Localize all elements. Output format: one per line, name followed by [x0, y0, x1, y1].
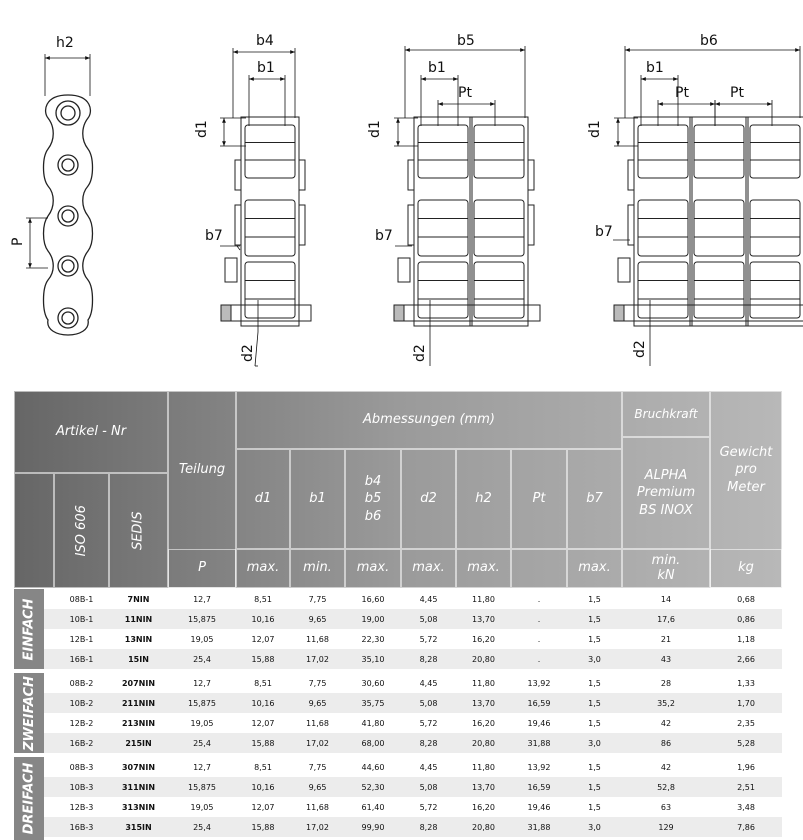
roller — [638, 200, 688, 256]
roller — [474, 200, 524, 256]
table-cell: 215IN — [125, 738, 152, 748]
col-header-text: h2 — [475, 491, 492, 507]
dim-label-pt: Pt — [675, 85, 689, 101]
dim-label-b1: b1 — [428, 60, 446, 76]
pin — [221, 305, 311, 321]
table-cell: 1,5 — [588, 782, 601, 792]
table-cell: 15,875 — [188, 614, 216, 624]
table-cell: 13NIN — [124, 634, 153, 644]
table-cell: 1,5 — [588, 594, 601, 604]
table-cell: 20,80 — [472, 822, 495, 832]
table-cell: 28 — [660, 678, 672, 688]
table-cell: 1,5 — [588, 614, 601, 624]
table-cell: 5,72 — [419, 634, 438, 644]
table-cell: 9,65 — [308, 782, 327, 792]
alpha-line: Premium — [636, 485, 696, 501]
table-cell: 14 — [660, 594, 672, 604]
table-cell: 12,7 — [193, 762, 211, 772]
table-cell: 19,05 — [190, 718, 214, 728]
table-cell: 13,92 — [527, 678, 551, 688]
dim-label-b4: b4 — [256, 33, 274, 49]
dim-label-b1: b1 — [257, 60, 275, 76]
strand-outline — [746, 117, 803, 326]
unit-text: max. — [246, 560, 280, 576]
table-cell: 11,68 — [306, 802, 329, 812]
table-cell: 3,48 — [737, 802, 755, 812]
table-cell: 31,88 — [527, 822, 551, 832]
table-cell: 17,6 — [657, 614, 675, 624]
table-cell: 5,72 — [419, 718, 438, 728]
table-cell: 63 — [660, 802, 672, 812]
gewicht-line: pro — [735, 462, 757, 478]
unit-header-0 — [168, 549, 236, 588]
table-cell: 16,59 — [527, 782, 551, 792]
pin-circle — [56, 101, 80, 125]
chain-side-view — [44, 95, 93, 335]
table-cell: 4,45 — [419, 762, 438, 772]
side-plate — [628, 205, 634, 245]
table-cell: 8,28 — [419, 822, 438, 832]
table-cell: 10,16 — [251, 698, 275, 708]
dim-label-d2: d2 — [412, 344, 428, 362]
unit-header-9 — [710, 549, 782, 588]
table-cell: 35,2 — [657, 698, 675, 708]
roller — [245, 200, 295, 256]
abmessungen-header — [236, 391, 622, 449]
col-header-6 — [567, 449, 622, 549]
unit-header-8 — [622, 549, 710, 588]
bruchkraft-header-text: Bruchkraft — [634, 406, 698, 421]
side-plate — [408, 205, 414, 245]
pin-circle — [58, 155, 78, 175]
table-cell: 8,51 — [254, 594, 272, 604]
side-plate — [299, 160, 305, 190]
table-cell: 52,8 — [657, 782, 675, 792]
alpha-header — [622, 437, 710, 549]
col-header-text: d2 — [420, 491, 437, 507]
col-header-text: b1 — [309, 491, 326, 507]
table-cell: 11,68 — [306, 634, 329, 644]
group-label-text: EINFACH — [21, 598, 37, 660]
chain-profile — [44, 95, 93, 335]
dim-label-d1: d1 — [587, 120, 603, 138]
table-cell: 7,75 — [308, 594, 327, 604]
table-cell: 8,51 — [254, 678, 272, 688]
unit-text: P — [198, 560, 206, 576]
iso606-header — [54, 473, 109, 588]
unit-header-5 — [456, 549, 511, 588]
table-cell: . — [537, 654, 541, 664]
table-cell: 12,07 — [251, 634, 275, 644]
table-cell: 15,88 — [251, 654, 275, 664]
table-cell: 1,18 — [737, 634, 755, 644]
dim-label-b5: b5 — [457, 33, 475, 49]
chain-view-2 — [394, 117, 540, 326]
clip — [225, 258, 237, 282]
side-plate — [408, 160, 414, 190]
table-cell: 11,80 — [472, 762, 495, 772]
table-cell: 25,4 — [193, 738, 211, 748]
table-cell: 211NIN — [121, 698, 156, 708]
roller — [638, 262, 688, 318]
table-cell: 25,4 — [193, 822, 211, 832]
table-cell: 16,20 — [472, 634, 495, 644]
table-cell: 44,60 — [361, 762, 385, 772]
pin-head — [394, 305, 404, 321]
table-cell: 13,70 — [472, 698, 495, 708]
pin-circle — [58, 256, 78, 276]
table-cell: 12B-2 — [69, 718, 94, 728]
table-cell: 2,35 — [737, 718, 755, 728]
table-cell: . — [537, 634, 541, 644]
clip — [398, 258, 410, 282]
table-cell: 31,88 — [527, 738, 551, 748]
table-cell: 08B-3 — [69, 762, 94, 772]
gewicht-line: Meter — [727, 479, 765, 495]
table-cell: 11NIN — [124, 614, 153, 624]
table-cell: 16B-1 — [69, 654, 94, 664]
table-cell: 35,10 — [361, 654, 385, 664]
roller — [750, 262, 800, 318]
table-cell: 35,75 — [361, 698, 385, 708]
teilung-header — [168, 391, 236, 549]
roller — [638, 125, 688, 178]
side-plate — [235, 205, 241, 245]
strand-outline — [470, 117, 528, 326]
table-cell: 19,05 — [190, 634, 214, 644]
table-cell: 1,70 — [737, 698, 755, 708]
unit-header-7 — [567, 549, 622, 588]
group-label-zweifach — [14, 673, 44, 753]
table-cell: 17,02 — [306, 654, 329, 664]
gewicht-header — [710, 391, 782, 549]
unit-text: kg — [738, 560, 754, 576]
table-cell: 16,59 — [527, 698, 551, 708]
table-cell: 1,33 — [737, 678, 755, 688]
artikel-header-text: Artikel - Nr — [55, 424, 127, 440]
table-cell: 1,5 — [588, 718, 601, 728]
table-cell: 1,96 — [737, 762, 755, 772]
unit-header-6 — [511, 549, 567, 588]
unit-text: max. — [412, 560, 445, 576]
table-cell: 1,5 — [588, 678, 601, 688]
table-cell: 12B-3 — [69, 802, 94, 812]
table-cell: 7,75 — [308, 678, 327, 688]
dim-label-b7: b7 — [375, 228, 393, 244]
unit-header-3 — [345, 549, 401, 588]
pin-hole — [62, 210, 74, 222]
table-cell: 0,68 — [737, 594, 755, 604]
unit-header-2 — [290, 549, 345, 588]
table-cell: 3,0 — [588, 654, 601, 664]
table-cell: 15,88 — [251, 738, 275, 748]
table-cell: 2,66 — [737, 654, 755, 664]
col-header-2 — [345, 449, 401, 549]
table-cell: 08B-1 — [69, 594, 94, 604]
table-cell: 12B-1 — [69, 634, 94, 644]
table-cell: 19,46 — [527, 718, 551, 728]
artikel-header — [14, 391, 168, 473]
table-cell: 21 — [660, 634, 672, 644]
table-cell: 16B-3 — [69, 822, 94, 832]
col-header-text: b7 — [586, 491, 603, 507]
table-cell: 42 — [660, 762, 672, 772]
table-cell: 99,90 — [361, 822, 385, 832]
roller — [418, 200, 468, 256]
roller — [694, 262, 744, 318]
side-plate — [299, 205, 305, 245]
pin-hole — [61, 106, 75, 120]
table-cell: 13,70 — [472, 782, 495, 792]
col-header-text: Pt — [532, 491, 546, 507]
table-cell: 30,60 — [361, 678, 385, 688]
table-cell: 13,70 — [472, 614, 495, 624]
chain-top-views — [221, 117, 803, 326]
table-cell: 10B-3 — [69, 782, 94, 792]
iso-header — [14, 473, 54, 588]
pin — [394, 305, 540, 321]
table-cell: 11,68 — [306, 718, 329, 728]
alpha-line: ALPHA — [644, 467, 688, 483]
roller — [750, 200, 800, 256]
dim-label-d2: d2 — [240, 344, 256, 362]
col-header-1 — [290, 449, 345, 549]
table-cell: 10B-2 — [69, 698, 94, 708]
roller — [474, 125, 524, 178]
table-cell: 42 — [660, 718, 672, 728]
table-cell: 41,80 — [361, 718, 385, 728]
table-cell: 5,08 — [419, 614, 438, 624]
table-cell: 15,88 — [251, 822, 275, 832]
table-cell: 1,5 — [588, 634, 601, 644]
pin-circle — [58, 206, 78, 226]
table-cell: 17,02 — [306, 738, 329, 748]
dim-label-b7: b7 — [595, 224, 613, 240]
pin-hole — [62, 260, 74, 272]
dim-label-h2: h2 — [56, 35, 74, 51]
pin — [614, 305, 803, 321]
table-cell: 68,00 — [361, 738, 385, 748]
col-header-5 — [511, 449, 567, 549]
group-label-text: ZWEIFACH — [21, 675, 37, 751]
pin-head — [221, 305, 231, 321]
dim-label-d1: d1 — [194, 120, 210, 138]
pin-circle — [58, 308, 78, 328]
table-cell: 4,45 — [419, 594, 438, 604]
roller — [694, 125, 744, 178]
table-cell: 5,28 — [737, 738, 755, 748]
iso606-text: ISO 606 — [73, 504, 89, 557]
table-cell: 207NIN — [121, 678, 156, 688]
table-cell: 16,60 — [361, 594, 385, 604]
strand-outline — [634, 117, 692, 326]
table-cell: . — [537, 614, 541, 624]
table-cell: . — [537, 594, 541, 604]
table-cell: 10,16 — [251, 614, 275, 624]
table-cell: 86 — [660, 738, 672, 748]
table-cell: 1,5 — [588, 698, 601, 708]
table-cell: 0,86 — [737, 614, 755, 624]
dim-label-b6: b6 — [700, 33, 718, 49]
table-cell: 10,16 — [251, 782, 275, 792]
table-cell: 7,86 — [737, 822, 755, 832]
table-cell: 15IN — [128, 654, 149, 664]
table-cell: 25,4 — [193, 654, 211, 664]
table-cell: 11,80 — [472, 594, 495, 604]
unit-header-4 — [401, 549, 456, 588]
roller — [694, 200, 744, 256]
roller — [245, 125, 295, 178]
table-cell: 8,28 — [419, 738, 438, 748]
table-cell: 9,65 — [308, 614, 327, 624]
table-cell: 12,07 — [251, 718, 275, 728]
table-cell: 7NIN — [127, 594, 150, 604]
pin-hole — [62, 312, 74, 324]
bruchkraft-header — [622, 391, 710, 437]
unit-text: min. — [303, 560, 332, 576]
table-cell: 213NIN — [121, 718, 156, 728]
dim-label-p: P — [10, 237, 26, 246]
table-cell: 52,30 — [361, 782, 385, 792]
table-cell: 311NIN — [121, 782, 156, 792]
col-header-text: d1 — [254, 491, 272, 507]
table-cell: 5,08 — [419, 782, 438, 792]
sedis-header — [109, 473, 168, 588]
chain-drawing — [0, 0, 803, 385]
table-cell: 129 — [658, 822, 674, 832]
dim-label-d1: d1 — [367, 120, 383, 138]
table-cell: 2,51 — [737, 782, 755, 792]
table-cell: 17,02 — [306, 822, 329, 832]
table-cell: 20,80 — [472, 738, 495, 748]
unit-text: max. — [578, 560, 611, 576]
group-label-einfach — [14, 589, 44, 669]
gewicht-line: Gewicht — [719, 444, 773, 460]
table-cell: 3,0 — [588, 822, 601, 832]
table-cell: 08B-2 — [69, 678, 94, 688]
table-cell: 61,40 — [361, 802, 385, 812]
dim-label-b1: b1 — [646, 60, 664, 76]
group-label-dreifach — [14, 757, 44, 840]
roller — [245, 262, 295, 318]
table-cell: 315IN — [125, 822, 152, 832]
chain-view-1 — [221, 117, 311, 326]
dim-label-pt: Pt — [458, 85, 472, 101]
table-cell: 12,07 — [251, 802, 275, 812]
table-cell: 13,92 — [527, 762, 551, 772]
table-cell: 10B-1 — [69, 614, 94, 624]
strand-outline — [414, 117, 472, 326]
side-plate — [235, 160, 241, 190]
dim-label-pt: Pt — [730, 85, 744, 101]
pin-head — [614, 305, 624, 321]
table-cell: 313NIN — [121, 802, 156, 812]
table-cell: 1,5 — [588, 762, 601, 772]
col-header-4 — [456, 449, 511, 549]
table-cell: 12,7 — [193, 678, 211, 688]
unit-text: max. — [356, 560, 390, 576]
table-cell: 20,80 — [472, 654, 495, 664]
abmessungen-header-text: Abmessungen (mm) — [363, 412, 495, 428]
table-cell: 5,72 — [419, 802, 438, 812]
table-cell: 16,20 — [472, 802, 495, 812]
table-cell: 8,51 — [254, 762, 272, 772]
group-label-text: DREIFACH — [21, 762, 37, 835]
unit-text: max. — [467, 560, 500, 576]
col-header-0 — [236, 449, 290, 549]
table-cell: 43 — [660, 654, 672, 664]
table-cell: 19,05 — [190, 802, 214, 812]
table-cell: 3,0 — [588, 738, 601, 748]
table-cell: 307NIN — [121, 762, 156, 772]
table-cell: 19,46 — [527, 802, 551, 812]
dim-label-d2: d2 — [632, 340, 648, 358]
table-cell: 11,80 — [472, 678, 495, 688]
roller — [750, 125, 800, 178]
col-header-3 — [401, 449, 456, 549]
clip — [618, 258, 630, 282]
roller — [418, 262, 468, 318]
table-cell: 19,00 — [361, 614, 385, 624]
table-cell: 15,875 — [188, 698, 216, 708]
chain-view-3 — [614, 117, 803, 326]
table-cell: 7,75 — [308, 762, 327, 772]
table-cell: 16B-2 — [69, 738, 94, 748]
table-cell: 15,875 — [188, 782, 216, 792]
side-plate — [628, 160, 634, 190]
table-cell: 16,20 — [472, 718, 495, 728]
side-plate — [528, 205, 534, 245]
pin-hole — [62, 159, 74, 171]
table-cell: 12,7 — [193, 594, 211, 604]
dim-label-b7: b7 — [205, 228, 223, 244]
side-plate — [528, 160, 534, 190]
table-cell: 9,65 — [308, 698, 327, 708]
teilung-header-text: Teilung — [178, 462, 226, 478]
roller — [474, 262, 524, 318]
sedis-text: SEDIS — [130, 511, 146, 550]
table-cell: 22,30 — [361, 634, 385, 644]
alpha-line: BS INOX — [639, 502, 693, 518]
unit-text: min. kN — [651, 553, 681, 583]
unit-header-1 — [236, 549, 290, 588]
table-cell: 4,45 — [419, 678, 438, 688]
table-cell: 1,5 — [588, 802, 601, 812]
strand-outline — [241, 117, 299, 326]
col-header-text: b4 b5 b6 — [364, 473, 382, 524]
table-cell: 5,08 — [419, 698, 438, 708]
table-cell: 8,28 — [419, 654, 438, 664]
roller — [418, 125, 468, 178]
strand-outline — [690, 117, 748, 326]
